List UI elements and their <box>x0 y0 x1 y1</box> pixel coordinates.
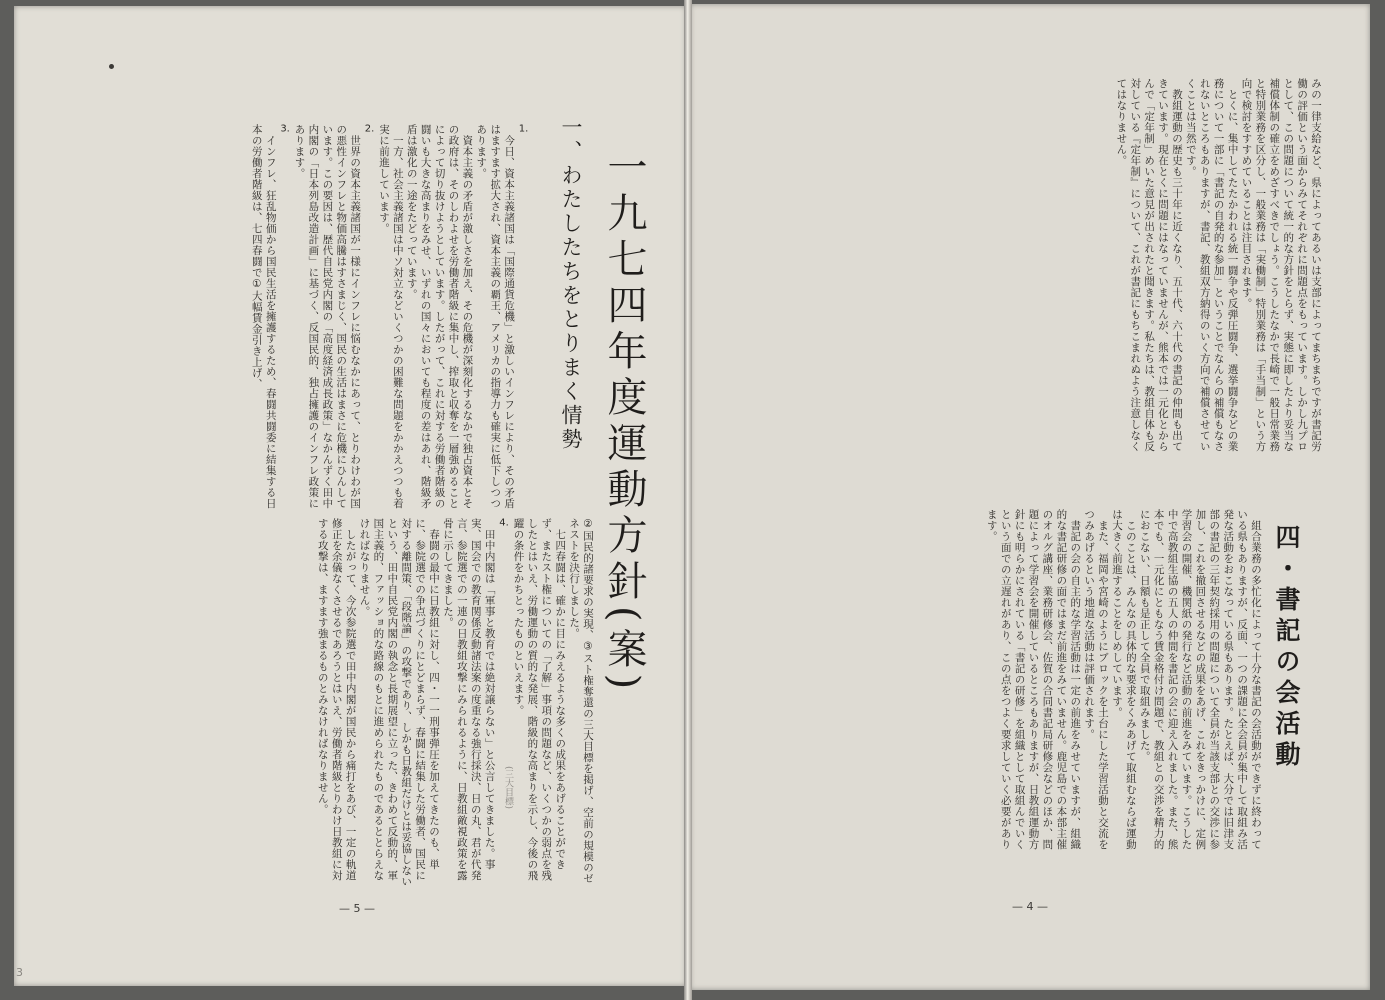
paragraph: ②国民的諸要求の実現、③スト権奪還の三大目標を掲げ、空前の規模のゼネストを決行しました。 <box>568 518 594 884</box>
item-number: 2. <box>364 124 375 134</box>
page-4-top-text <box>902 78 1322 458</box>
page-5 <box>14 6 686 986</box>
paragraph: とくに、集中してたたかわれる統一闘争や反弾圧闘争、選挙闘争などの業務について一部に「書記の自発的な参加」ということでなんらの補償もなされないところもありますが、書記、教組双方納得のいく方向で補償させていくことは当然です。 <box>1184 78 1239 452</box>
page-5-top-text <box>70 124 530 516</box>
book-fold <box>684 0 692 1000</box>
paragraph: 書記の会の自主的な学習活動は一定の前進をみせていますが、組織的な書記研修の面ではまだ前進をみていません。鹿児島での本部主催のオルグ講座、業務研修会、佐賀の合同書記局研修会などのほか、問題によって学習会を開催しているところもありますが、日教組運動方針にも明らかにされている「書記の研修」を組織として取組んでいくという面での立遅れがあり、この点をつよく要求していく必要があります。 <box>985 509 1082 850</box>
item-number: 4. <box>499 518 509 528</box>
page-number: — 4 — <box>1012 900 1048 913</box>
ink-speck <box>109 64 114 69</box>
page-5-bottom-text <box>134 518 594 890</box>
main-title: 一九七四年度運動方針(案) <box>601 146 647 696</box>
paragraph: 教組運動の歴史も三十年に近くなり、五十代、六十代の書記の仲間も出てきています。現在とくに問題にはなっていませんが、熊本では一元化とからんで「定年制」めいた意見が出されたと聞きます。私たちは、教組自体も反対している『定年制』について、これが書記にもちこまれぬよう注意しなくてはなりません。 <box>1115 78 1183 452</box>
page-4-bottom-text <box>812 509 1262 859</box>
paragraph: 田中内閣は「軍事と教育では絶対譲らない」と公言してきました。事実、国会での教育関係反動諸法案の度重なる強行採決、日の丸、君が代発言、参院選での一連の日教組攻撃にみられるように、日教組敵視政策を露骨に示してきました。 <box>441 518 496 881</box>
pencil-note: (三大目標) <box>503 766 513 810</box>
item-number: 1. <box>518 124 529 134</box>
paragraph: 春闘の最中に日教組に対し、四・一一刑事弾圧を加えてきたのも、単に、参院選での争点づくりにとどまらず、春闘に結集した労働者、国民に対する離間策、「段階論」の攻撃であり、しかも日教組だけとは妥協しないという、田中自民党内閣の執念と長期展望に立った、きわめて反動的、軍国主義的、ファッショ的な路線のもとに進められたものであるととらえなければなりません。 <box>358 518 441 887</box>
paragraph: 七四春闘は、確かに目にみえるような多くの成果をあげることができず、またスト権についての「了解」事項の問題など、いくつかの弱点を残したとはいえ、労働運動の質的な発展、階級的な高まりを示し、今後の飛躍の条件をかちとったものといえます。 <box>512 518 567 881</box>
paragraph: 一方、社会主義諸国は中ソ対立などいくつかの困難な問題をかかえつつも着実に前進しています。 <box>377 124 404 509</box>
paragraph: 世界の資本主義諸国が一様にインフレに悩むなかにあって、とりわけわが国の悪性インフレと物価高騰はすさまじく、国民の生活はまさに危機にひんしています。この要因は、歴代自民党内閣の「高度経済成長政策」なかんずく田中内閣の「日本列島改造計画」に基づく、反国民的、独占擁護のインフレ政策にあります。 <box>293 124 362 509</box>
section-title: 四・書記の会活動 <box>1272 524 1301 772</box>
paragraph: したがって、今次参院選で田中内閣が国民から痛打をあび、一定の軌道修正を余儀なくさせるであろうとはいえ、労働者階級とりわけ日教組に対する攻撃は、ますます強まるものとみなければなりません。 <box>316 518 357 881</box>
page-4 <box>690 4 1370 990</box>
corner-mark: 3 <box>16 966 23 979</box>
paragraph: このことは、みんなの具体的な要求をくみあげて取組むならば運動は大きく前進することをしめしています。 <box>1110 509 1137 850</box>
section-heading: 一、わたしたちをとりまく情勢 <box>559 116 583 452</box>
paragraph: みの一律支給など、県によってあるいは支部によってまちまちですが書記労働の評価という面からみてそれぞれに問題点をもっています。しかし九プロとして、この問題について統一的な方針をとらず、実態に即したより妥当な補償体制の確立をめざすべきでしょう。こうしたなかで長崎で一般日常業務と特別業務を区分し、一般業務は「実働制」特別業務は「手当制」という方向で検討をすすめていることは注目されます。 <box>1240 78 1322 452</box>
item-number: 3. <box>280 124 290 134</box>
paragraph: また、福岡や宮崎のようにブロックを土台にした学習活動と交流をつみあげるという地道な活動は評価されます。 <box>1083 509 1110 850</box>
paragraph: 今日、資本主義諸国は「国際通貨危機」と激しいインフレにより、その矛盾はますます拡大され、資本主義の覇王、アメリカの指導力も確実に低下しつつあります。 <box>475 124 516 509</box>
paragraph: 資本主義の矛盾が激しさを加え、その危機が深刻化するなかで独占資本とその政府は、そのしわよせを労働者階級に集中し、搾取と収奪を一層強めることによって切り抜けようとしています。したがって、これに対する労働者階級の闘いも大きな高まりをみせ、いずれの国々においても程度の差はあれ、階級矛盾は激化の一途をたどっています。 <box>405 124 474 509</box>
paragraph: 組合業務の多忙化によって十分な書記の会活動ができずに終わっている県もありますが、反面、一つの課題に全会員が集中して取組み活発な活動をおこなっている県もあります。たとえば、大分では旧津支部の書記の三年契約採用の問題について全員が当該支部との交渉に参加し、これを撤回させるなどの成果をあげ、これをきっかけに、定例学習会の開催、機関紙の発行など活動の前進をみています。こうした中で高教組生協の五人の仲間を書記の会に迎え入れました。また、熊本でも、一元化にともなう賃金格付け問題で、教組との交渉を精力的におこない、日額も是正して全員で取組みました。 <box>1138 509 1262 850</box>
page-number: — 5 — <box>339 902 375 915</box>
paragraph: インフレ、狂乱物価から国民生活を擁護するため、春闘共闘委に結集する日本の労働者階級は、七四春闘で①大幅賃金引き上げ、 <box>250 124 277 509</box>
